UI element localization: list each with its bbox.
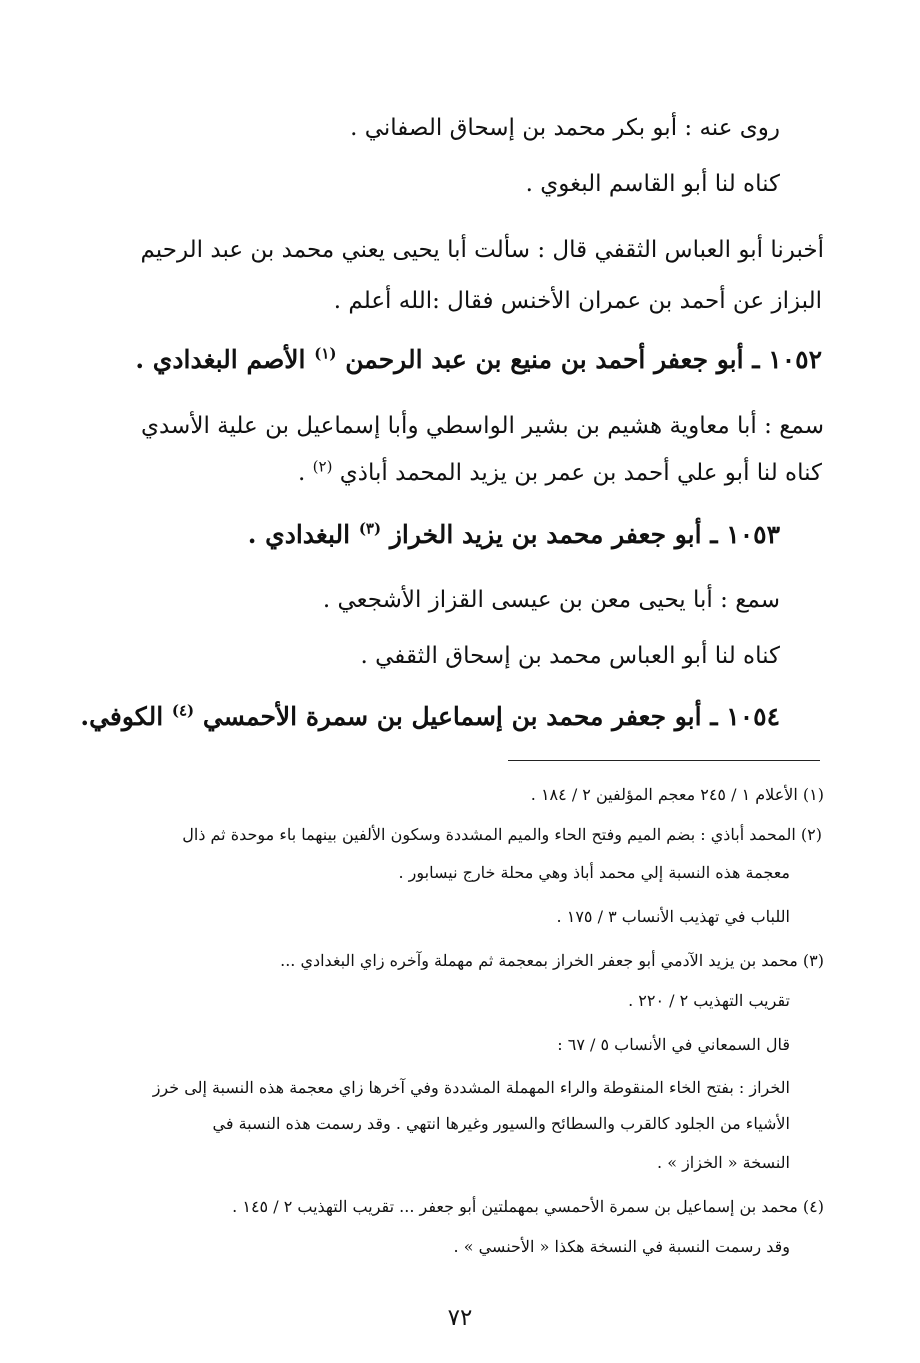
footnote-2: (٢) المحمد أباذي : بضم الميم وفتح الحاء والميم المشددة وسكون الألفين بينهما باء موحدة ثم ذال [182,825,822,844]
body-line: أخبرنا أبو العباس الثقفي قال : سألت أبا يحيى يعني محمد بن عبد الرحيم [140,237,824,263]
entry-name: ١٠٥٤ ـ أبو جعفر محمد بن إسماعيل بن سمرة الأحمسي [202,702,780,731]
body-line: كناه لنا أبو القاسم البغوي . [525,171,780,197]
entry-heading-1052 [135,340,822,380]
footnote-4-cont: وقد رسمت النسبة في النسخة هكذا « الأحنسي » . [453,1237,790,1256]
footnote-3-source: قال السمعاني في الأنساب ٥ / ٦٧ : [557,1035,790,1054]
body-line: كناه لنا أبو العباس محمد بن إسحاق الثقفي . [360,643,780,669]
entry-heading-1054 [80,697,780,737]
page-number: ٧٢ [447,1305,473,1331]
footnote-3-quote: الأشياء من الجلود كالقرب والسطائح والسيور وغيرها انتهي . وقد رسمت هذه النسبة في [212,1114,790,1133]
body-text-end: . [298,460,306,486]
body-line: سمع : أبا معاوية هشيم بن بشير الواسطي وأبا إسماعيل بن علية الأسدي [140,413,824,439]
body-line [298,453,822,493]
footnote-ref: (٢) [312,457,333,476]
entry-heading-1053 [248,515,780,555]
body-line: سمع : أبا يحيى معن بن عيسى القزاز الأشجعي . [322,587,780,613]
entry-name-end: الأصم البغدادي . [135,345,306,374]
footnote-3-quote: الخراز : بفتح الخاء المنقوطة والراء المهملة المشددة وفي آخرها زاي معجمة هذه النسبة إلى خرز [152,1078,790,1097]
footnote-3-source: تقريب التهذيب ٢ / ٢٢٠ . [628,991,790,1010]
footnote-divider [508,760,820,761]
footnote-ref: (٤) [171,701,195,720]
footnote-ref: (١) [314,344,337,363]
footnote-4: (٤) محمد بن إسماعيل بن سمرة الأحمسي بمهملتين أبو جعفر ... تقريب التهذيب ٢ / ١٤٥ . [232,1197,824,1216]
entry-name: ١٠٥٢ ـ أبو جعفر أحمد بن منيع بن عبد الرحمن [345,345,822,374]
footnote-ref: (٣) [358,519,382,538]
footnote-2-source: اللباب في تهذيب الأنساب ٣ / ١٧٥ . [556,907,790,926]
footnote-3-quote: النسخة « الخزاز » . [657,1153,790,1172]
footnote-1: (١) الأعلام ١ / ٢٤٥ معجم المؤلفين ٢ / ١٨٤ . [530,785,824,804]
body-text: كناه لنا أبو علي أحمد بن عمر بن يزيد المحمد أباذي [339,460,822,486]
body-line: البزاز عن أحمد بن عمران الأخنس فقال :الله أعلم . [333,288,822,314]
entry-name-end: الكوفي. [80,702,164,731]
footnote-3: (٣) محمد بن يزيد الآدمي أبو جعفر الخراز بمعجمة ثم مهملة وآخره زاي البغدادي ... [280,951,824,970]
body-line: روى عنه : أبو بكر محمد بن إسحاق الصفاني . [350,115,780,141]
entry-name-end: البغدادي . [247,520,351,549]
footnote-2-cont: معجمة هذه النسبة إلي محمد أباذ وهي محلة خارج نيسابور . [398,863,790,882]
entry-name: ١٠٥٣ ـ أبو جعفر محمد بن يزيد الخراز [389,520,780,549]
